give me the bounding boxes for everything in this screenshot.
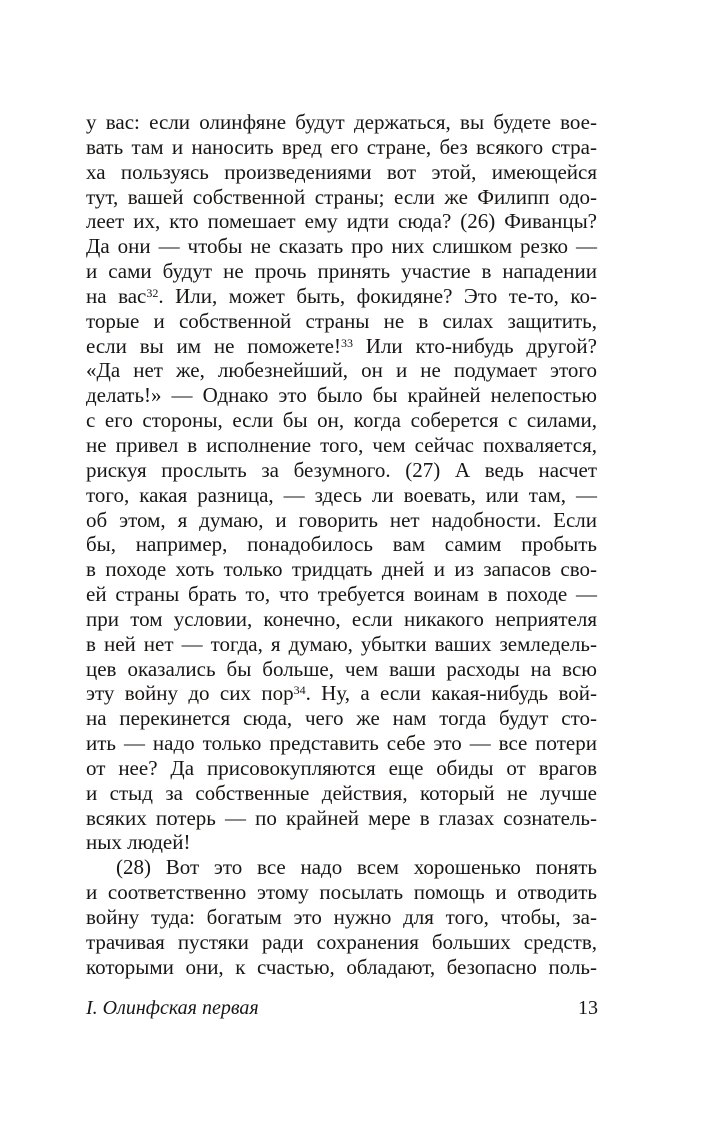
text-segment: на вас bbox=[86, 283, 147, 308]
text-line bbox=[86, 657, 597, 682]
text-segment: ных людей! bbox=[86, 830, 191, 855]
text-segment: и соответственно этому посылать помощь и отводить bbox=[86, 880, 597, 905]
text-line bbox=[86, 706, 597, 731]
text-line bbox=[86, 681, 597, 706]
text-line bbox=[86, 234, 597, 259]
text-line bbox=[86, 880, 597, 905]
text-segment: трачивая пустяки ради сохранения больших средств, bbox=[86, 929, 597, 954]
text-line bbox=[86, 855, 597, 880]
text-line bbox=[86, 334, 597, 359]
text-line bbox=[86, 731, 597, 756]
text-line bbox=[86, 905, 597, 930]
text-segment: рискуя прослыть за безумного. (27) А ведь насчет bbox=[86, 457, 597, 482]
text-segment: которыми они, к счастью, обладают, безопасно поль- bbox=[86, 954, 597, 979]
text-segment: от нее? Да присовокупляются еще обиды от врагов bbox=[86, 755, 597, 780]
text-segment: «Да нет же, любезнейший, он и не подумает этого bbox=[86, 358, 597, 383]
text-segment: и сами будут не прочь принять участие в нападении bbox=[86, 259, 597, 284]
text-segment: на перекинется сюда, чего же нам тогда будут сто- bbox=[86, 706, 597, 731]
text-line bbox=[86, 483, 597, 508]
text-segment: вать там и наносить вред его стране, без всякого стра- bbox=[86, 134, 597, 159]
text-line bbox=[86, 408, 597, 433]
text-line bbox=[86, 532, 597, 557]
text-line bbox=[86, 955, 597, 980]
text-segment: (28) Вот это все надо всем хорошенько понять bbox=[116, 855, 597, 880]
text-segment: ха пользуясь произведениями вот этой, имеющейся bbox=[86, 159, 597, 184]
text-segment: ей страны брать то, что требуется воинам в походе — bbox=[86, 582, 597, 607]
footnote-ref: 34 bbox=[293, 683, 306, 698]
text-line bbox=[86, 259, 597, 284]
text-segment: леет их, кто помешает ему идти сюда? (26) Фиванцы? bbox=[86, 209, 597, 234]
text-segment: у вас: если олинфяне будут держаться, вы будете вое- bbox=[86, 110, 597, 134]
text-line bbox=[86, 632, 597, 657]
text-segment: торые и собственной страны не в силах защитить, bbox=[86, 308, 597, 333]
text-segment: . Или, может быть, фокидяне? Это те-то, ко- bbox=[158, 283, 598, 308]
text-line bbox=[86, 185, 597, 210]
text-line bbox=[86, 209, 597, 234]
text-segment: с его стороны, если бы он, когда соберется с силами, bbox=[86, 408, 597, 433]
text-line bbox=[86, 830, 597, 855]
text-segment: если вы им не поможете! bbox=[86, 333, 341, 358]
text-line bbox=[86, 607, 597, 632]
text-segment: . Ну, а если какая-нибудь вой- bbox=[305, 681, 597, 706]
text-segment: всяких потерь — по крайней мере в глазах сознатель- bbox=[86, 805, 597, 830]
text-segment: ить — надо только представить себе это — все потери bbox=[86, 731, 597, 756]
text-line bbox=[86, 433, 597, 458]
text-line bbox=[86, 160, 597, 185]
text-segment: войну туда: богатым это нужно для того, чтобы, за- bbox=[86, 905, 597, 929]
text-segment: того, какая разница, — здесь ли воевать, или там, — bbox=[86, 482, 597, 507]
text-segment: бы, например, понадобилось вам самим пробыть bbox=[86, 532, 597, 557]
text-line bbox=[86, 557, 597, 582]
text-segment: при том условии, конечно, если никакого неприятеля bbox=[86, 606, 597, 631]
text-segment: об этом, я думаю, и говорить нет надобности. Если bbox=[86, 507, 597, 532]
page-footer bbox=[86, 997, 598, 1020]
text-segment: тут, вашей собственной страны; если же Филипп одо- bbox=[86, 184, 597, 209]
text-segment: и стыд за собственные действия, который не лучше bbox=[86, 780, 597, 805]
text-line bbox=[86, 383, 597, 408]
text-line bbox=[86, 582, 597, 607]
text-segment: Да они — чтобы не сказать про них слишком резко — bbox=[86, 234, 597, 259]
text-segment: цев оказались бы больше, чем ваши расходы на всю bbox=[86, 656, 597, 681]
text-line bbox=[86, 781, 597, 806]
text-line bbox=[86, 806, 597, 831]
text-line bbox=[86, 930, 597, 955]
text-segment: эту войну до сих пор bbox=[86, 681, 294, 706]
text-line bbox=[86, 309, 597, 334]
running-title: I. Олинфская первая bbox=[86, 997, 259, 1019]
footnote-ref: 33 bbox=[340, 335, 353, 350]
text-line bbox=[86, 135, 597, 160]
text-line bbox=[86, 756, 597, 781]
text-line bbox=[86, 110, 597, 135]
text-segment: не привел в исполнение того, чем сейчас похваляется, bbox=[86, 432, 597, 457]
text-line bbox=[86, 458, 597, 483]
footnote-ref: 32 bbox=[146, 285, 159, 300]
text-line bbox=[86, 358, 597, 383]
text-segment: в походе хоть только тридцать дней и из запасов сво- bbox=[86, 557, 597, 582]
text-segment: делать!» — Однако это было бы крайней нелепостью bbox=[86, 383, 597, 408]
text-line bbox=[86, 508, 597, 533]
page-number: 13 bbox=[578, 997, 598, 1019]
text-block bbox=[86, 110, 597, 980]
text-segment: Или кто-нибудь другой? bbox=[352, 333, 597, 358]
text-line bbox=[86, 284, 597, 309]
text-segment: в ней нет — тогда, я думаю, убытки ваших земледель- bbox=[86, 631, 597, 656]
